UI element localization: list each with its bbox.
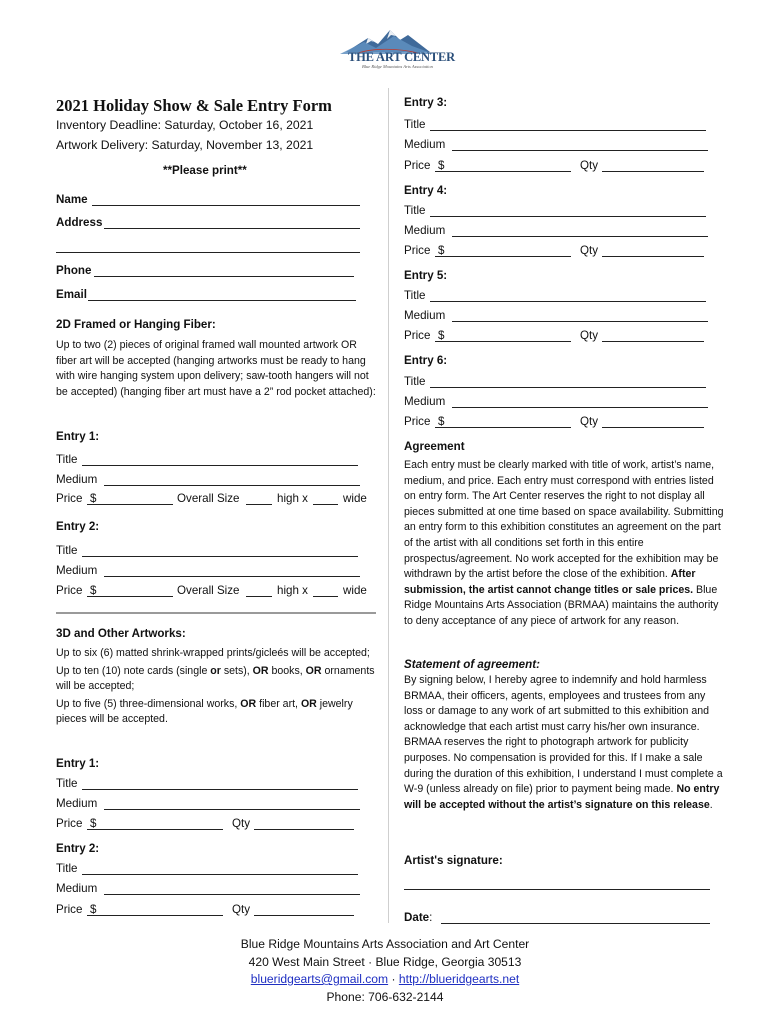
title-field[interactable] <box>430 130 706 131</box>
section-3d-line-2 <box>56 664 378 695</box>
entry-label: Entry 5: <box>404 269 448 282</box>
qty-field[interactable] <box>254 915 354 916</box>
entry-label: Entry 1: <box>56 757 100 770</box>
signature-label: Artist's signature: <box>404 854 503 867</box>
statement-text <box>404 673 724 813</box>
emphasis: OR <box>252 664 269 677</box>
text: fiber art, <box>256 697 301 710</box>
text: sets), <box>220 664 253 677</box>
medium-label: Medium <box>56 797 98 810</box>
qty-field[interactable] <box>602 427 704 428</box>
section-divider <box>56 612 376 614</box>
footer-org: Blue Ridge Mountains Arts Association and Art Center <box>240 937 530 951</box>
address-label: Address <box>56 216 103 229</box>
emphasis: No entry will be accepted without the artist’s signature on this release <box>404 783 720 811</box>
text: books, <box>268 664 306 677</box>
please-print: **Please print** <box>163 164 247 177</box>
separator: · <box>388 972 399 986</box>
page-title: 2021 Holiday Show & Sale Entry Form <box>56 96 332 115</box>
qty-field[interactable] <box>602 341 704 342</box>
address-field[interactable] <box>104 228 360 229</box>
medium-field[interactable] <box>104 576 360 577</box>
price-label: Price <box>56 492 83 505</box>
qty-label: Qty <box>580 415 599 428</box>
dollar-sign: $ <box>90 584 97 597</box>
artwork-delivery: Artwork Delivery: Saturday, November 13, 2021 <box>56 138 314 152</box>
price-label: Price <box>404 244 431 257</box>
dollar-sign: $ <box>90 492 97 505</box>
overall-size-label: Overall Size <box>177 492 240 505</box>
section-3d-heading: 3D and Other Artworks: <box>56 627 186 640</box>
height-field[interactable] <box>246 504 272 505</box>
inventory-deadline: Inventory Deadline: Saturday, October 16, 2021 <box>56 118 314 132</box>
title-field[interactable] <box>430 301 706 302</box>
text: By signing below, I hereby agree to indemnify and hold harmless BRMAA, their officers, agents, employees and trustees from any loss or damage to any work of art submitted to this exhibition and acknowledge that each artist must carry his/her own insurance. BRMAA reserves the right to photograph artwork for publicity purposes. No compensation is provided for this. If I make a sale during the duration of this exhibition, I understand I must complete a W-9 (unless already on file) prior to payment being made. <box>404 674 723 796</box>
agreement-text <box>404 458 724 630</box>
medium-label: Medium <box>404 224 446 237</box>
qty-label: Qty <box>580 244 599 257</box>
width-field[interactable] <box>313 596 338 597</box>
medium-label: Medium <box>56 882 98 895</box>
logo-name: THE ART CENTER <box>348 50 455 64</box>
wide-label: wide <box>343 492 367 505</box>
medium-field[interactable] <box>452 407 708 408</box>
signature-field[interactable] <box>404 889 710 890</box>
medium-label: Medium <box>56 473 98 486</box>
title-label: Title <box>404 375 426 388</box>
agreement-heading: Agreement <box>404 440 465 453</box>
text: Up to five (5) three-dimensional works, <box>56 697 241 710</box>
medium-field[interactable] <box>104 485 360 486</box>
email-link[interactable]: blueridgearts@gmail.com <box>250 972 389 986</box>
date-text: Date <box>404 911 430 924</box>
price-label: Price <box>56 584 83 597</box>
name-label: Name <box>56 193 88 206</box>
dollar-sign: $ <box>90 903 97 916</box>
high-x-label: high x <box>277 492 308 505</box>
right-entry-4 <box>404 184 724 264</box>
column-divider <box>388 88 389 923</box>
text: ornaments will be accepted; <box>56 664 375 693</box>
dollar-sign: $ <box>438 329 445 342</box>
phone-label: Phone <box>56 264 92 277</box>
statement-heading: Statement of agreement: <box>404 658 540 671</box>
title-label: Title <box>56 453 78 466</box>
footer-links <box>0 971 770 989</box>
price-field[interactable] <box>435 171 571 172</box>
medium-label: Medium <box>404 309 446 322</box>
dollar-sign: $ <box>438 415 445 428</box>
date-field[interactable] <box>441 923 710 924</box>
height-field[interactable] <box>246 596 272 597</box>
title-label: Title <box>56 862 78 875</box>
dollar-sign: $ <box>438 244 445 257</box>
right-entry-5 <box>404 269 724 349</box>
high-x-label: high x <box>277 584 308 597</box>
medium-label: Medium <box>404 138 446 151</box>
section-3d-description <box>56 646 378 728</box>
overall-size-label: Overall Size <box>177 584 240 597</box>
qty-label: Qty <box>580 159 599 172</box>
price-field[interactable] <box>87 596 173 597</box>
price-field[interactable] <box>87 915 223 916</box>
entry-label: Entry 1: <box>56 430 100 443</box>
title-label: Title <box>56 544 78 557</box>
emphasis: After submission, the artist cannot change titles or sale prices. <box>404 568 696 596</box>
qty-field[interactable] <box>254 829 354 830</box>
date-label: Date: <box>404 911 433 924</box>
logo-tagline: Blue Ridge Mountains Arts Association <box>362 64 433 69</box>
section-2d-heading: 2D Framed or Hanging Fiber: <box>56 318 216 331</box>
price-field[interactable] <box>87 504 173 505</box>
text: Blue Ridge Mountains Arts Association (BRMAA) maintains the authority to deny acceptance of any piece of artwork for any reason. <box>404 583 719 627</box>
dollar-sign: $ <box>438 159 445 172</box>
title-field[interactable] <box>82 789 358 790</box>
price-field[interactable] <box>435 341 571 342</box>
title-field[interactable] <box>82 874 358 875</box>
title-label: Title <box>404 204 426 217</box>
price-label: Price <box>56 903 83 916</box>
section-3d-line-1: Up to six (6) matted shrink-wrapped prints/gicleés will be accepted; <box>56 647 370 659</box>
text: Up to ten (10) note cards (single <box>56 664 211 677</box>
title-label: Title <box>404 118 426 131</box>
section-3d-line-3 <box>56 697 378 728</box>
medium-label: Medium <box>56 564 98 577</box>
price-label: Price <box>404 159 431 172</box>
title-label: Title <box>56 777 78 790</box>
entry-label: Entry 4: <box>404 184 448 197</box>
dollar-sign: $ <box>90 817 97 830</box>
medium-field[interactable] <box>452 150 708 151</box>
title-field[interactable] <box>430 387 706 388</box>
emphasis: OR <box>305 664 322 677</box>
price-field[interactable] <box>87 829 223 830</box>
medium-field[interactable] <box>104 809 360 810</box>
qty-label: Qty <box>232 903 251 916</box>
medium-field[interactable] <box>452 236 708 237</box>
entry-label: Entry 6: <box>404 354 448 367</box>
qty-field[interactable] <box>602 171 704 172</box>
footer-phone: Phone: 706-632-2144 <box>326 990 444 1004</box>
wide-label: wide <box>343 584 367 597</box>
title-field[interactable] <box>82 556 358 557</box>
qty-label: Qty <box>580 329 599 342</box>
phone-field[interactable] <box>94 276 354 277</box>
email-label: Email <box>56 288 87 301</box>
price-label: Price <box>404 415 431 428</box>
footer-address: 420 West Main Street · Blue Ridge, Georgia 30513 <box>248 955 522 969</box>
qty-field[interactable] <box>602 256 704 257</box>
emphasis: OR <box>240 697 257 710</box>
price-field[interactable] <box>435 427 571 428</box>
emphasis: OR <box>300 697 317 710</box>
text: . <box>709 798 713 811</box>
name-field[interactable] <box>92 205 360 206</box>
emphasis: or <box>210 664 221 677</box>
entry-label: Entry 2: <box>56 520 100 533</box>
title-field[interactable] <box>82 465 358 466</box>
right-entry-3 <box>404 96 724 176</box>
medium-field[interactable] <box>104 894 360 895</box>
right-entry-6 <box>404 354 724 434</box>
title-label: Title <box>404 289 426 302</box>
medium-field[interactable] <box>452 321 708 322</box>
logo <box>338 26 455 72</box>
qty-label: Qty <box>232 817 251 830</box>
entry-label: Entry 2: <box>56 842 100 855</box>
email-field[interactable] <box>88 300 356 301</box>
medium-label: Medium <box>404 395 446 408</box>
price-label: Price <box>404 329 431 342</box>
width-field[interactable] <box>313 504 338 505</box>
title-field[interactable] <box>430 216 706 217</box>
entry-label: Entry 3: <box>404 96 448 109</box>
price-label: Price <box>56 817 83 830</box>
text: Each entry must be clearly marked with title of work, artist’s name, medium, and price. Each entry must correspond with entries listed on entry form. The Art Center reserves the right to not display all pieces submitted at one time based on space availability. Submitting an entry form to this exhibition constitutes an agreement on the part of the artist with all conditions set forth in this entire prospectus/agreement. No work accepted for the exhibition may be withdrawn by the artist before the close of the exhibition. <box>404 459 724 581</box>
section-2d-description: Up to two (2) pieces of original framed wall mounted artwork OR fiber art will be accepted (hanging artworks must be ready to hang with wire hanging system upon delivery; saw-tooth hangers will not be accepted) (hanging fiber art must have a 2” rod pocket attached): <box>56 339 376 398</box>
website-link[interactable]: http://blueridgearts.net <box>398 972 520 986</box>
price-field[interactable] <box>435 256 571 257</box>
address-field-line-2[interactable] <box>56 252 360 253</box>
text: jewelry pieces will be accepted. <box>56 697 353 726</box>
